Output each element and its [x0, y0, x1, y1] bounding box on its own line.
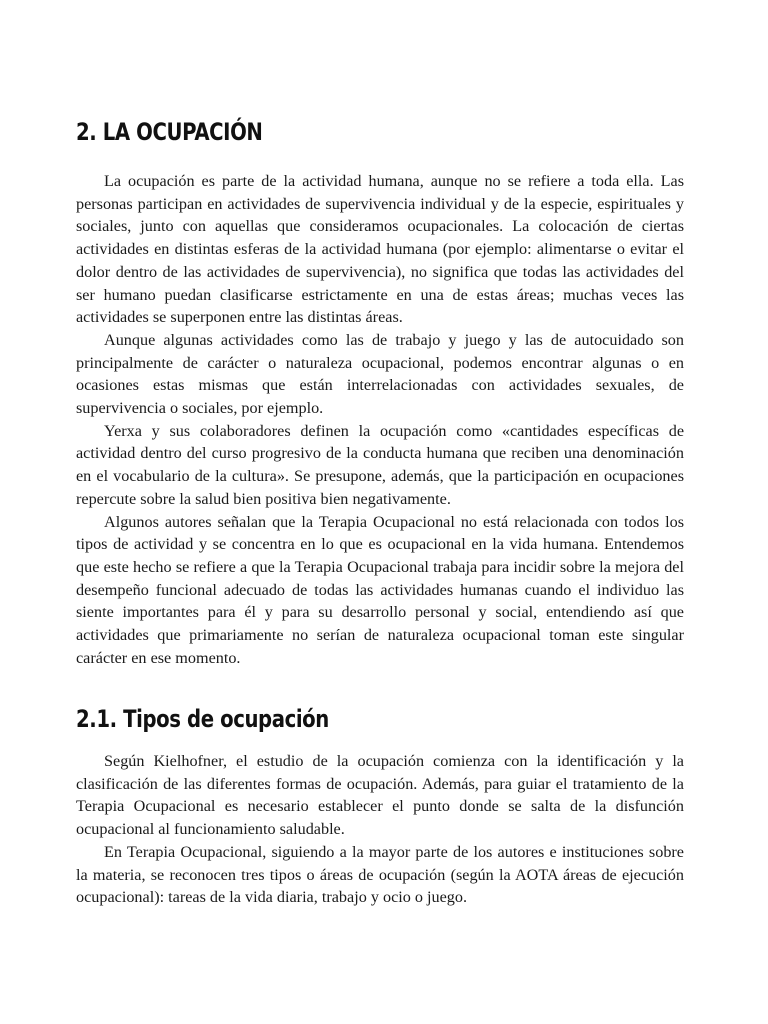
section-heading: 2. LA OCUPACIÓN: [76, 118, 263, 146]
paragraph: En Terapia Ocupacional, siguiendo a la mayor parte de los autores e instituciones sobre la materia, se reconocen tres tipos o áreas de ocupación (según la AOTA áreas de ejecución ocupacional): tareas de la vida diaria, trabajo y ocio o juego.: [76, 842, 684, 907]
document-page: [76, 0, 684, 1024]
subsection-heading: 2.1. Tipos de ocupación: [76, 705, 329, 733]
subsection-body: [76, 750, 684, 909]
paragraph: Según Kielhofner, el estudio de la ocupación comienza con la identificación y la clasificación de las diferentes formas de ocupación. Además, para guiar el tratamiento de la Terapia Ocupacional es necesario establecer el punto donde se salta de la disfunción ocupacional al funcionamiento saludable.: [76, 752, 684, 839]
paragraph: Aunque algunas actividades como las de trabajo y juego y las de autocuidado son principalmente de carácter o naturaleza ocupacional, podemos encontrar algunas o en ocasiones estas mismas que están interrelacionadas con actividades sexuales, de supervivencia o sociales, por ejemplo.: [76, 330, 684, 418]
paragraph: La ocupación es parte de la actividad humana, aunque no se refiere a toda ella. Las personas participan en actividades de supervivencia individual y de la especie, espirituales y sociales, junto con aquellas que consideramos ocupacionales. La colocación de ciertas actividades en distintas esferas de la actividad humana (por ejemplo: alimentarse o evitar el dolor dentro de las actividades de supervivencia), no significa que todas las actividades del ser humano puedan clasificarse estrictamente en una de estas áreas; muchas veces las actividades se superponen entre las distintas áreas.: [76, 172, 684, 327]
paragraph: Algunos autores señalan que la Terapia Ocupacional no está relacionada con todos los tipos de actividad y se concentra en lo que es ocupacional en la vida humana. Entendemos que este hecho se refiere a que la Terapia Ocupacional trabaja para incidir sobre la mejora del desempeño funcional adecuado de todas las actividades humanas cuando el individuo las siente importantes para él y para su desarrollo personal y social, entendiendo así que actividades que primariamente no serían de naturaleza ocupacional toman este singular carácter en ese momento.: [76, 512, 684, 667]
section-body: [76, 170, 684, 669]
paragraph: Yerxa y sus colaboradores definen la ocupación como «cantidades específicas de actividad dentro del curso progresivo de la conducta humana que reciben una denominación en el vocabulario de la cultura». Se presupone, además, que la participación en ocupaciones repercute sobre la salud bien positiva bien negativamente.: [76, 421, 684, 508]
